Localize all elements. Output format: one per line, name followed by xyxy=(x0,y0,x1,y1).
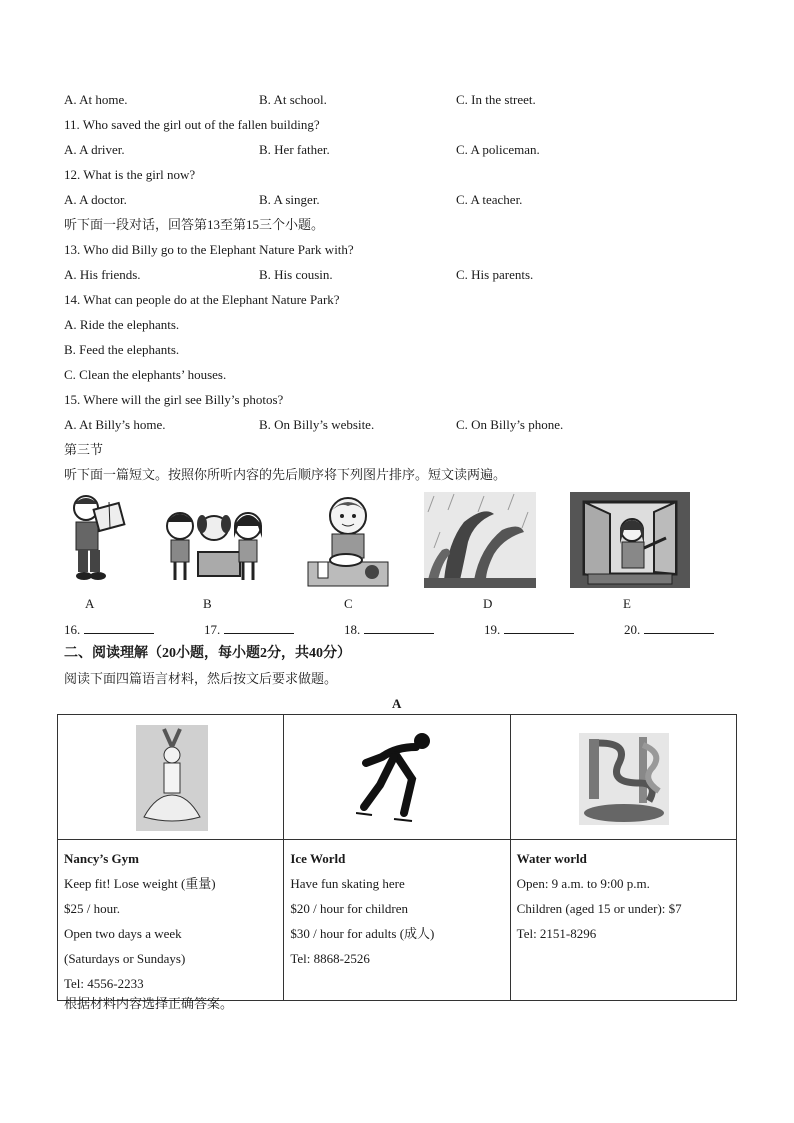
ad-line: Children (aged 15 or under): $7 xyxy=(516,901,682,916)
blank-number: 18. xyxy=(344,622,361,637)
q11-option-c: C. A policeman. xyxy=(456,142,540,157)
q14-option-b: B. Feed the elephants. xyxy=(64,342,180,357)
dialogue-instruction: 听下面一段对话，回答第13至第15三个小题。 xyxy=(64,217,325,232)
ad-line: Tel: 2151-8296 xyxy=(516,926,597,941)
part2-instruction: 阅读下面四篇语言材料，然后按文后要求做题。 xyxy=(64,671,338,686)
ad-image-cell xyxy=(284,715,510,840)
ad-line: Have fun skating here xyxy=(290,876,405,891)
picture-label-b: B xyxy=(203,596,212,611)
ad-ice-world xyxy=(284,840,510,1001)
passage-label: A xyxy=(392,696,402,711)
answer-blank-18[interactable] xyxy=(344,621,434,638)
speed-skater-icon xyxy=(356,729,442,829)
q10-option-b: B. At school. xyxy=(259,92,327,107)
ads-table xyxy=(57,714,737,1001)
footer-instruction: 根据材料内容选择正确答案。 xyxy=(64,996,234,1011)
part2-title: 二、阅读理解（20小题，每小题2分，共40分） xyxy=(64,646,351,661)
q14-question: 14. What can people do at the Elephant Nature Park? xyxy=(64,292,340,307)
blank-number: 17. xyxy=(204,622,221,637)
picture-label-e: E xyxy=(623,596,631,611)
ad-line: $20 / hour for children xyxy=(290,901,409,916)
boy-eating-icon xyxy=(306,492,390,588)
answer-blank-16[interactable] xyxy=(64,621,154,638)
ad-name: Water world xyxy=(516,851,587,866)
section3-title: 第三节 xyxy=(64,442,104,457)
ad-line: Open: 9 a.m. to 9:00 p.m. xyxy=(516,876,650,891)
q14-option-c: C. Clean the elephants’ houses. xyxy=(64,367,227,382)
blank-number: 16. xyxy=(64,622,81,637)
q13-option-c: C. His parents. xyxy=(456,267,534,282)
ad-image-cell xyxy=(58,715,284,840)
picture-label-c: C xyxy=(344,596,353,611)
q13-option-a: A. His friends. xyxy=(64,267,141,282)
answer-blank-20[interactable] xyxy=(624,621,714,638)
picture-label-d: D xyxy=(483,596,493,611)
ad-line: $25 / hour. xyxy=(64,901,120,916)
answer-blank-17[interactable] xyxy=(204,621,294,638)
boy-reading-book-icon xyxy=(64,492,130,588)
water-slide-icon xyxy=(579,733,669,825)
q11-question: 11. Who saved the girl out of the fallen building? xyxy=(64,117,320,132)
ad-nancys-gym xyxy=(58,840,284,1001)
picture-label-a: A xyxy=(85,596,95,611)
yoga-woman-icon xyxy=(136,725,208,831)
blank-number: 20. xyxy=(624,622,641,637)
q15-option-c: C. On Billy’s phone. xyxy=(456,417,564,432)
q13-option-b: B. His cousin. xyxy=(259,267,333,282)
q14-option-a: A. Ride the elephants. xyxy=(64,317,180,332)
ad-line: Tel: 4556-2233 xyxy=(64,976,144,991)
q10-option-a: A. At home. xyxy=(64,92,128,107)
q12-question: 12. What is the girl now? xyxy=(64,167,196,182)
ad-line: (Saturdays or Sundays) xyxy=(64,951,186,966)
q12-option-c: C. A teacher. xyxy=(456,192,523,207)
ad-image-cell xyxy=(510,715,736,840)
q15-question: 15. Where will the girl see Billy’s photos? xyxy=(64,392,284,407)
ad-name: Nancy’s Gym xyxy=(64,851,139,866)
section3-instruction: 听下面一篇短文。按照你所听内容的先后顺序将下列图片排序。短文读两遍。 xyxy=(64,467,507,482)
storm-trees-icon xyxy=(424,492,536,588)
q15-option-a: A. At Billy’s home. xyxy=(64,417,166,432)
q12-option-a: A. A doctor. xyxy=(64,192,127,207)
girl-at-window-icon xyxy=(570,492,690,588)
ad-water-world xyxy=(510,840,736,1001)
ad-line: Open two days a week xyxy=(64,926,182,941)
q11-option-b: B. Her father. xyxy=(259,142,330,157)
ad-line: $30 / hour for adults (成人) xyxy=(290,926,435,941)
ad-name: Ice World xyxy=(290,851,346,866)
children-with-dog-icon xyxy=(158,492,270,588)
ad-line: Keep fit! Lose weight (重量) xyxy=(64,876,216,891)
q10-option-c: C. In the street. xyxy=(456,92,536,107)
answer-blank-19[interactable] xyxy=(484,621,574,638)
blank-number: 19. xyxy=(484,622,501,637)
ad-line: Tel: 8868-2526 xyxy=(290,951,370,966)
q11-option-a: A. A driver. xyxy=(64,142,125,157)
q13-question: 13. Who did Billy go to the Elephant Nature Park with? xyxy=(64,242,354,257)
q12-option-b: B. A singer. xyxy=(259,192,320,207)
q15-option-b: B. On Billy’s website. xyxy=(259,417,375,432)
